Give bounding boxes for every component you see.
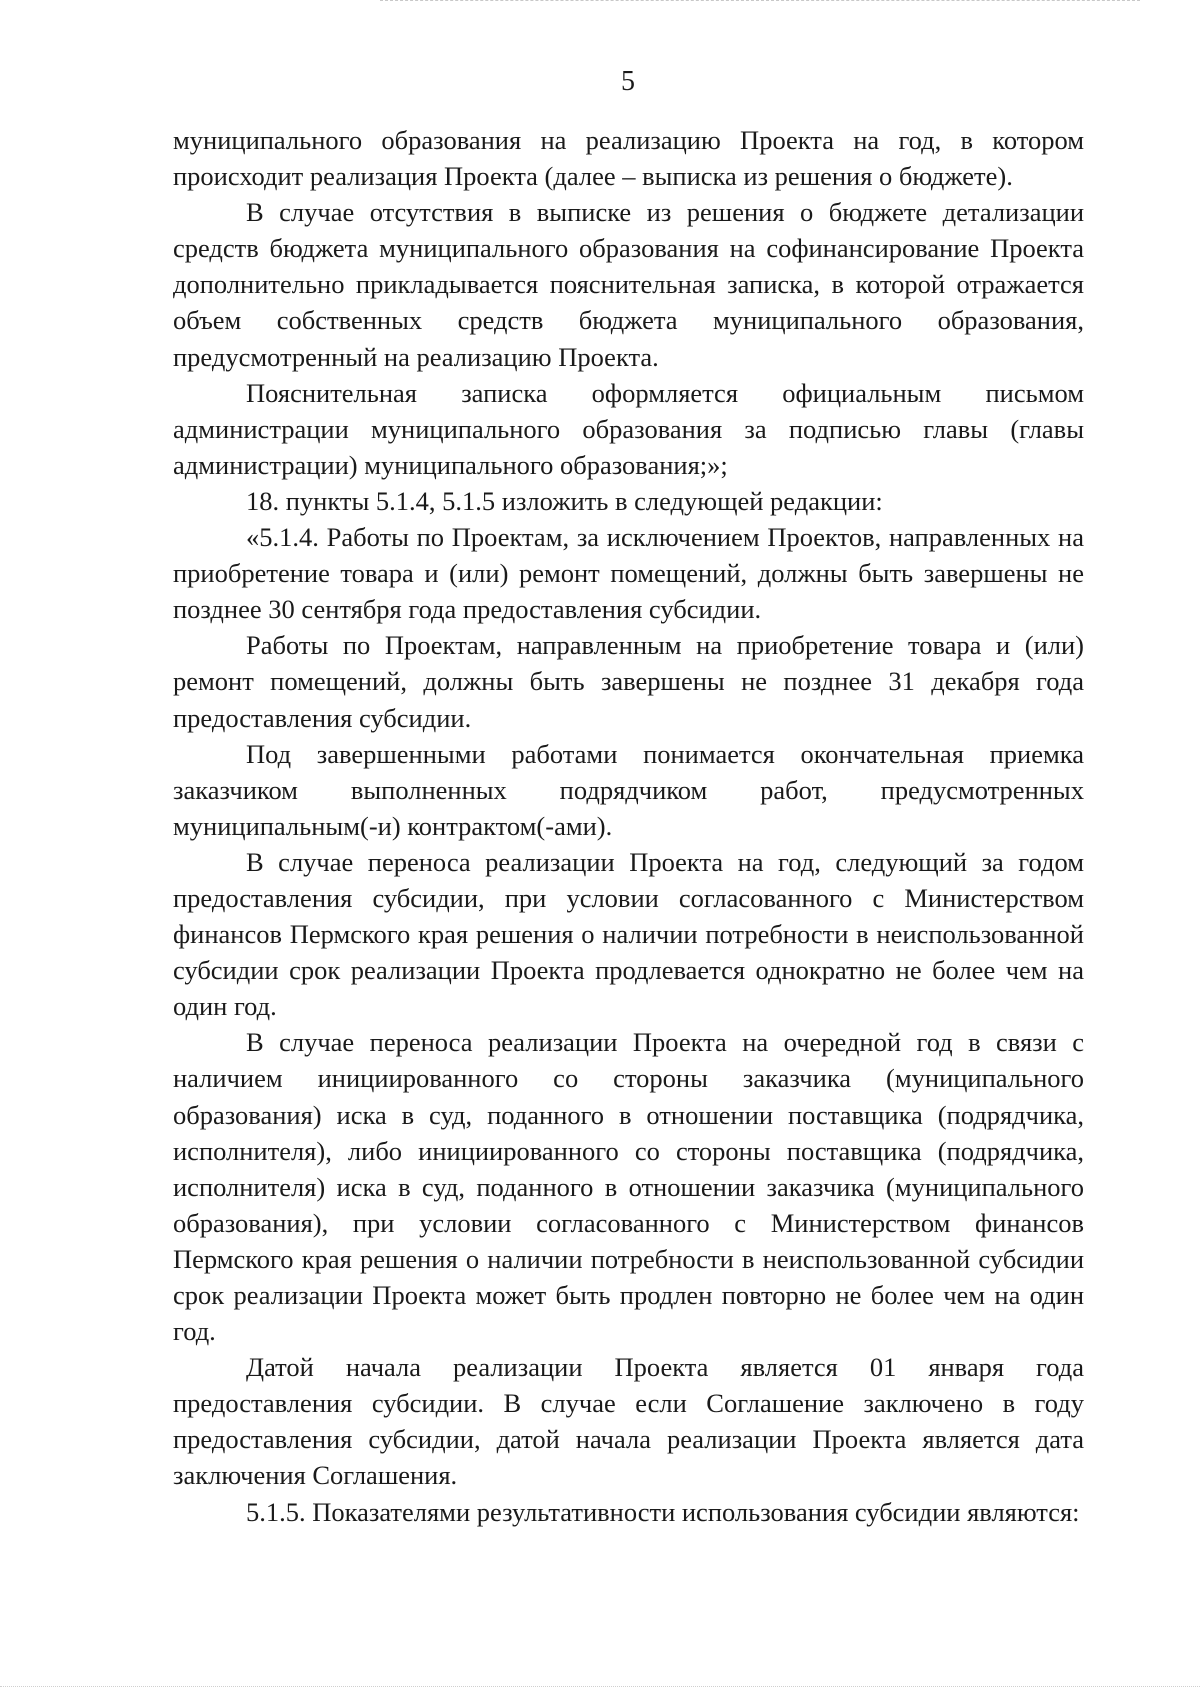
scan-edge-top (380, 0, 1140, 3)
paragraph: Пояснительная записка оформляется официальным письмом администрации муниципального образования за подписью главы (главы администрации) муниципального образования;»; (173, 377, 1084, 480)
paragraph: Под завершенными работами понимается окончательная приемка заказчиком выполненных подрядчиком работ, предусмотренных муниципальным(-и) контрактом(-ами). (173, 738, 1084, 841)
paragraph: В случае отсутствия в выписке из решения о бюджете детализации средств бюджета муниципального образования на софинансирование Проекта дополнительно прикладывается пояснительная записка, в которой отражается объем собственных средств бюджета муниципального образования, предусмотренный на реализацию Проекта. (173, 197, 1084, 372)
paragraph: Датой начала реализации Проекта является 01 января года предоставления субсидии. В случае если Соглашение заключено в году предоставления субсидии, датой начала реализации Проекта является дата заключения Соглашения. (173, 1352, 1084, 1491)
page-number: 5 (621, 66, 635, 97)
paragraph-continuation: муниципального образования на реализацию Проекта на год, в котором происходит реализация Проекта (далее – выписка из решения о бюджете). (173, 125, 1084, 192)
paragraph: Работы по Проектам, направленным на приобретение товара и (или) ремонт помещений, должны быть завершены не позднее 31 декабря года предоставления субсидии. (173, 630, 1084, 733)
paragraph: В случае переноса реализации Проекта на очередной год в связи с наличием инициированного со стороны заказчика (муниципального образования) иска в суд, поданного в отношении поставщика (подрядчика, исполнителя), либо инициированного со стороны поставщика (подрядчика, исполнителя) иска в суд, поданного в отношении заказчика (муниципального образования), при условии согласованного с Министерством финансов Пермского края решения о наличии потребности в неиспользованной субсидии срок реализации Проекта может быть продлен повторно не более чем на один год. (173, 1027, 1084, 1347)
paragraph-clause-5-1-5: 5.1.5. Показателями результативности использования субсидии являются: (246, 1496, 1080, 1527)
paragraph-amendment-item: 18. пункты 5.1.4, 5.1.5 изложить в следующей редакции: (246, 485, 883, 516)
document-body (173, 122, 1084, 1530)
paragraph: В случае переноса реализации Проекта на год, следующий за годом предоставления субсидии, при условии согласованного с Министерством финансов Пермского края решения о наличии потребности в неиспользованной субсидии срок реализации Проекта продлевается однократно не более чем на один год. (173, 846, 1084, 1022)
paragraph-clause-5-1-4: «5.1.4. Работы по Проектам, за исключением Проектов, направленных на приобретение товара и (или) ремонт помещений, должны быть завершены не позднее 30 сентября года предоставления субсидии. (173, 522, 1084, 625)
scan-edge-bottom (0, 1684, 1200, 1687)
